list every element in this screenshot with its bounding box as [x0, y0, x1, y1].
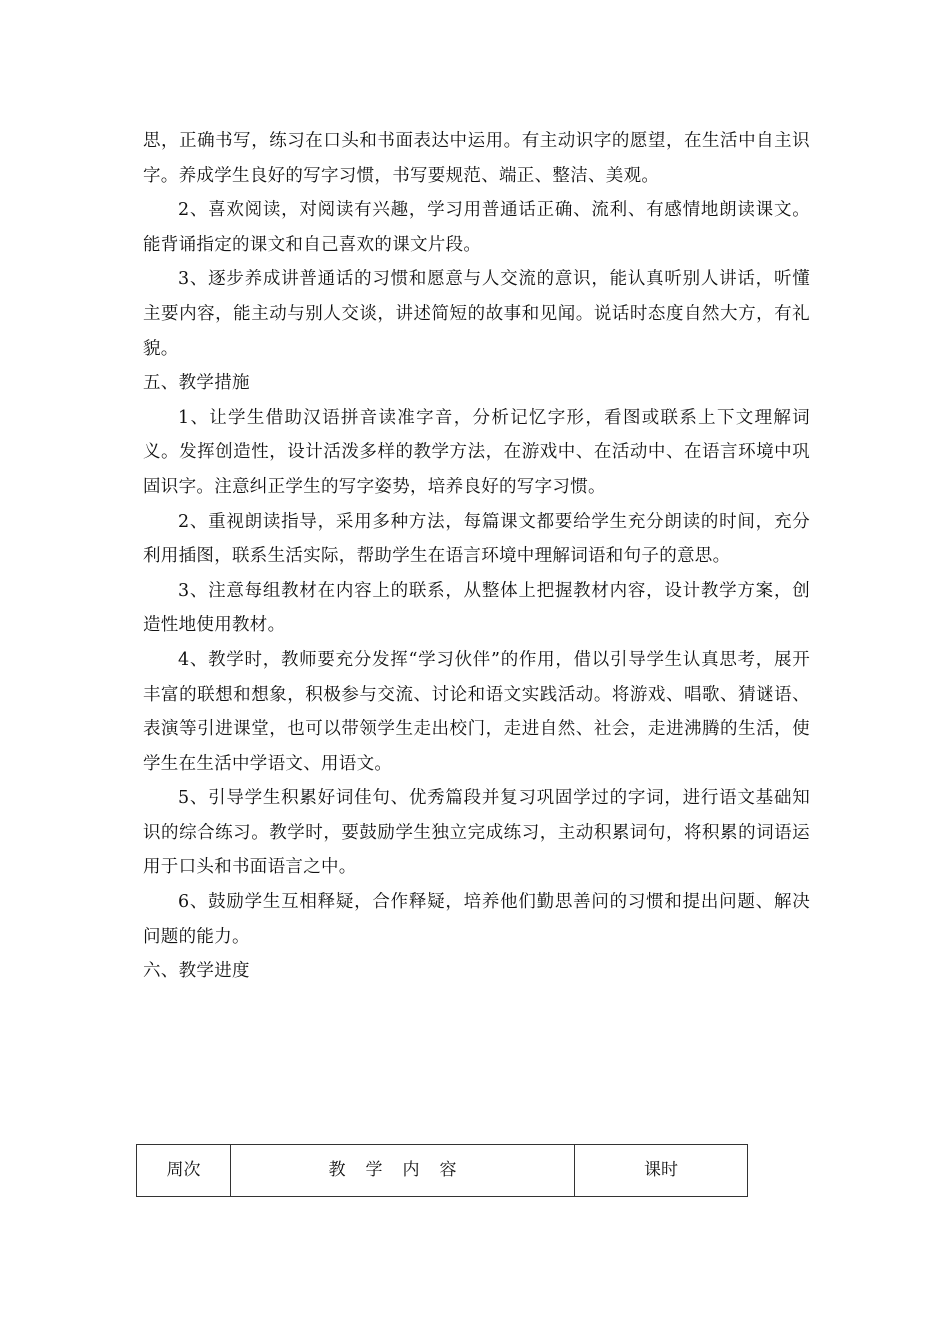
paragraph-continuation: 思，正确书写，练习在口头和书面表达中运用。有主动识字的愿望，在生活中自主识字。养成学生良好的写字习惯，书写要规范、端正、整洁、美观。 — [143, 131, 810, 186]
section-heading-teaching-schedule: 六、教学进度 — [143, 961, 250, 982]
header-week: 周次 — [137, 1145, 231, 1197]
paragraph-reading-goal: 2、喜欢阅读，对阅读有兴趣，学习用普通话正确、流利、有感情地朗读课文。能背诵指定的课文和自己喜欢的课文片段。 — [143, 200, 810, 255]
measure-item-6: 6、鼓励学生互相释疑，合作释疑，培养他们勤思善问的习惯和提出问题、解决问题的能力。 — [143, 892, 810, 947]
paragraph-speaking-goal: 3、逐步养成讲普通话的习惯和愿意与人交流的意识，能认真听别人讲话，听懂主要内容，能主动与别人交谈，讲述简短的故事和见闻。说话时态度自然大方，有礼貌。 — [143, 269, 810, 359]
schedule-table-wrapper — [136, 1144, 748, 1197]
schedule-table — [136, 1144, 748, 1197]
header-teaching-content: 教学内容 — [231, 1145, 575, 1197]
document-body — [143, 124, 810, 989]
measure-item-3: 3、注意每组教材在内容上的联系，从整体上把握教材内容，设计教学方案，创造性地使用教材。 — [143, 580, 810, 636]
measure-item-2: 2、重视朗读指导，采用多种方法，每篇课文都要给学生充分朗读的时间，充分利用插图，联系生活实际，帮助学生在语言环境中理解词语和句子的意思。 — [143, 511, 810, 567]
table-header-row — [137, 1145, 748, 1197]
measure-item-4: 4、教学时，教师要充分发挥“学习伙伴”的作用，借以引导学生认真思考，展开丰富的联想和想象，积极参与交流、讨论和语文实践活动。将游戏、唱歌、猜谜语、表演等引进课堂，也可以带领学生走出校门，走进自然、社会，走进沸腾的生活，使学生在生活中学语文、用语文。 — [143, 649, 810, 774]
header-class-hours: 课时 — [575, 1145, 748, 1197]
measure-item-5: 5、引导学生积累好词佳句、优秀篇段并复习巩固学过的字词，进行语文基础知识的综合练习。教学时，要鼓励学生独立完成练习，主动积累词句，将积累的词语运用于口头和书面语言之中。 — [143, 788, 810, 878]
measure-item-1: 1、让学生借助汉语拼音读准字音，分析记忆字形，看图或联系上下文理解词义。发挥创造性，设计活泼多样的教学方法，在游戏中、在活动中、在语言环境中巩固识字。注意纠正学生的写字姿势，培养良好的写字习惯。 — [143, 407, 810, 497]
section-heading-teaching-measures: 五、教学措施 — [143, 373, 250, 394]
